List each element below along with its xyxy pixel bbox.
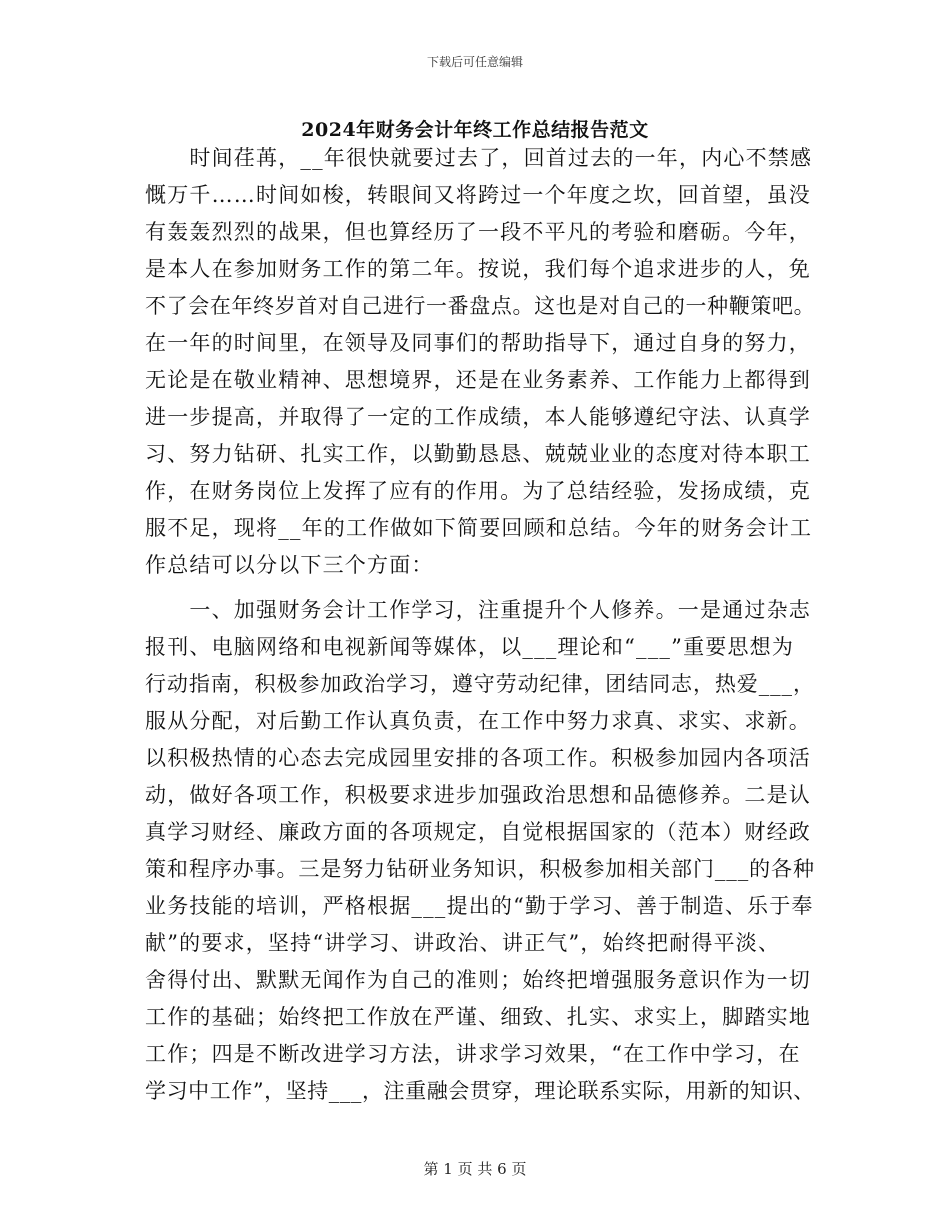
body-line: 无论是在敬业精神、思想境界，还是在业务素养、工作能力上都得到 xyxy=(145,368,811,392)
body-line: 学习中工作”，坚持___，注重融会贯穿，理论联系实际，用新的知识、 xyxy=(145,1079,815,1103)
body-line: 作，在财务岗位上发挥了应有的作用。为了总结经验，发扬成绩，克 xyxy=(145,479,811,503)
document-title: 2024年财务会计年终工作总结报告范文 xyxy=(301,119,649,141)
body-line: 真学习财经、廉政方面的各项规定，自觉根据国家的（范本）财经政 xyxy=(145,820,811,844)
body-line: 服不足，现将__年的工作做如下简要回顾和总结。今年的财务会计工 xyxy=(145,516,813,540)
body-line: 工作；四是不断改进学习方法，讲求学习效果，“在工作中学习，在 xyxy=(145,1042,801,1066)
body-line: 以积极热情的心态去完成园里安排的各项工作。积极参加园内各项活 xyxy=(145,746,811,770)
page-header-note: 下载后可任意编辑 xyxy=(426,55,523,69)
body-line: 一、加强财务会计工作学习，注重提升个人修养。一是通过杂志 xyxy=(145,598,811,622)
body-line: 工作的基础；始终把工作放在严谨、细致、扎实、求实上，脚踏实地 xyxy=(145,1005,811,1029)
body-line: 报刊、电脑网络和电视新闻等媒体，以___理论和“___”重要思想为 xyxy=(145,635,795,659)
body-line: 是本人在参加财务工作的第二年。按说，我们每个追求进步的人，免 xyxy=(145,257,811,281)
body-line: 慨万千……时间如梭，转眼间又将跨过一个年度之坎，回首望，虽没 xyxy=(145,183,811,207)
body-line: 动，做好各项工作，积极要求进步加强政治思想和品德修养。二是认 xyxy=(145,783,811,807)
body-line: 业务技能的培训，严格根据___提出的“勤于学习、善于制造、乐于奉 xyxy=(145,894,814,918)
body-line: 有轰轰烈烈的战果，但也算经历了一段不平凡的考验和磨砺。今年， xyxy=(145,220,811,244)
body-line: 行动指南，积极参加政治学习，遵守劳动纪律，团结同志，热爱___， xyxy=(145,672,815,696)
body-line: 献”的要求，坚持“讲学习、讲政治、讲正气”，始终把耐得平淡、 xyxy=(145,931,781,955)
page-number: 第 1 页 共 6 页 xyxy=(423,1160,527,1178)
body-line: 进一步提高，并取得了一定的工作成绩，本人能够遵纪守法、认真学 xyxy=(145,405,811,429)
body-line: 习、努力钻研、扎实工作，以勤勤恳恳、兢兢业业的态度对待本职工 xyxy=(145,442,811,466)
body-line: 在一年的时间里，在领导及同事们的帮助指导下，通过自身的努力， xyxy=(145,331,811,355)
body-line: 不了会在年终岁首对自己进行一番盘点。这也是对自己的一种鞭策吧。 xyxy=(145,294,816,318)
body-line: 舍得付出、默默无闻作为自己的准则；始终把增强服务意识作为一切 xyxy=(145,968,811,992)
body-line: 策和程序办事。三是努力钻研业务知识，积极参加相关部门___的各种 xyxy=(145,857,815,881)
body-line: 作总结可以分以下三个方面： xyxy=(145,553,434,577)
body-line: 时间荏苒，__年很快就要过去了，回首过去的一年，内心不禁感 xyxy=(145,146,813,170)
body-line: 服从分配，对后勤工作认真负责，在工作中努力求真、求实、求新。 xyxy=(145,709,811,733)
